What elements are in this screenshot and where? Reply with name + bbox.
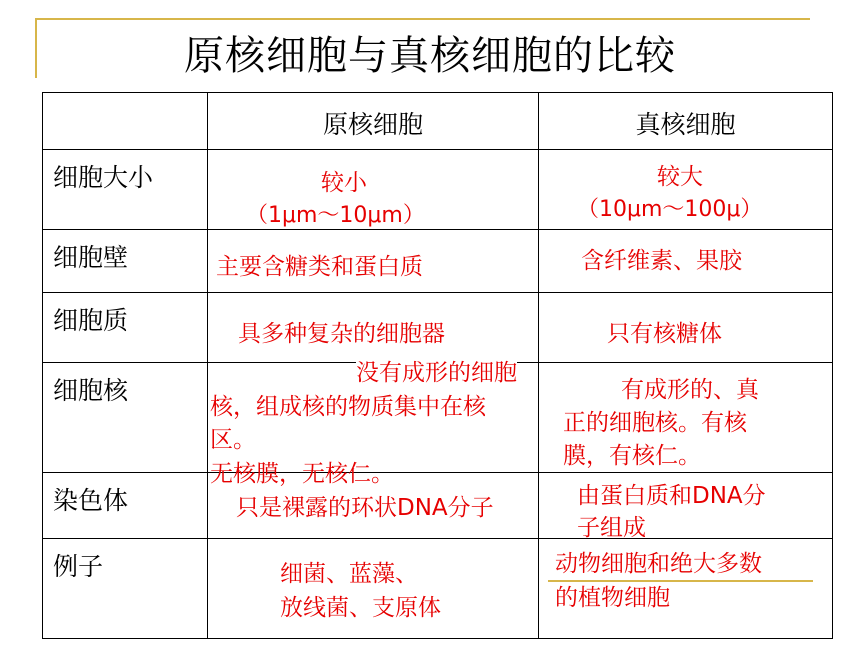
- annotation-text: 由蛋白质和DNA分: [577, 483, 766, 509]
- row-label: 例子: [43, 539, 208, 639]
- header-eukaryote: 真核细胞: [539, 93, 833, 150]
- header-row: [43, 93, 833, 150]
- eukaryote-cell: [539, 230, 833, 293]
- annotation-text: 含纤维素、果胶: [581, 248, 742, 274]
- annotation-text: 只有核糖体: [607, 321, 722, 347]
- eukaryote-cell: [539, 473, 833, 539]
- row-label: 细胞质: [43, 293, 208, 363]
- prokaryote-cell: [208, 230, 539, 293]
- annotation-text: 较小: [321, 170, 367, 196]
- annotation-text: 无核膜，无核仁。: [210, 461, 394, 487]
- table-row: [43, 539, 833, 639]
- prokaryote-cell: [208, 473, 539, 539]
- title-accent-horizontal: [35, 18, 810, 20]
- row-label: 细胞核: [43, 363, 208, 473]
- annotation-text: 正的细胞核。有核: [563, 410, 747, 436]
- prokaryote-cell: [208, 539, 539, 639]
- annotation-text: 细菌、蓝藻、: [280, 561, 418, 587]
- annotation-text: 有成形的、真: [621, 377, 759, 403]
- prokaryote-cell: [208, 293, 539, 363]
- annotation-text: 核，组成核的物质集中在核: [210, 394, 486, 420]
- annotation-text: 主要含糖类和蛋白质: [216, 254, 423, 280]
- prokaryote-cell: [208, 360, 539, 487]
- comparison-table: [42, 92, 833, 639]
- annotation-text: （10μm～100μ）: [577, 197, 763, 222]
- table-row: [43, 150, 833, 230]
- annotation-text: （1μm～10μm）: [246, 203, 425, 228]
- annotation-text: 子组成: [577, 515, 646, 541]
- header-prokaryote: 原核细胞: [208, 93, 539, 150]
- row-label: 细胞大小: [43, 150, 208, 230]
- annotation-text: 膜，有核仁。: [563, 443, 701, 469]
- eukaryote-cell: [539, 539, 833, 639]
- eukaryote-cell: [539, 293, 833, 363]
- table-row: [43, 473, 833, 539]
- annotation-text: 没有成形的细胞: [356, 354, 517, 387]
- annotation-text: 放线菌、支原体: [280, 595, 441, 621]
- row-label: 染色体: [43, 473, 208, 539]
- page-title: 原核细胞与真核细胞的比较: [184, 33, 676, 79]
- annotation-text: 较大: [657, 164, 703, 190]
- table-row: [43, 293, 833, 363]
- divider-accent: [548, 580, 813, 582]
- annotation-text: 只是裸露的环状DNA分子: [236, 495, 494, 521]
- annotation-text: 具多种复杂的细胞器: [238, 321, 445, 347]
- eukaryote-cell: [539, 363, 833, 473]
- eukaryote-cell: [539, 150, 833, 230]
- annotation-text: 动物细胞和绝大多数: [555, 551, 762, 577]
- prokaryote-cell: [208, 150, 539, 230]
- annotation-text: 区。: [210, 427, 256, 453]
- table-row: [43, 230, 833, 293]
- header-cell-empty: [43, 93, 208, 150]
- annotation-text: 的植物细胞: [555, 585, 670, 611]
- row-label: 细胞壁: [43, 230, 208, 293]
- table-row: [43, 363, 833, 473]
